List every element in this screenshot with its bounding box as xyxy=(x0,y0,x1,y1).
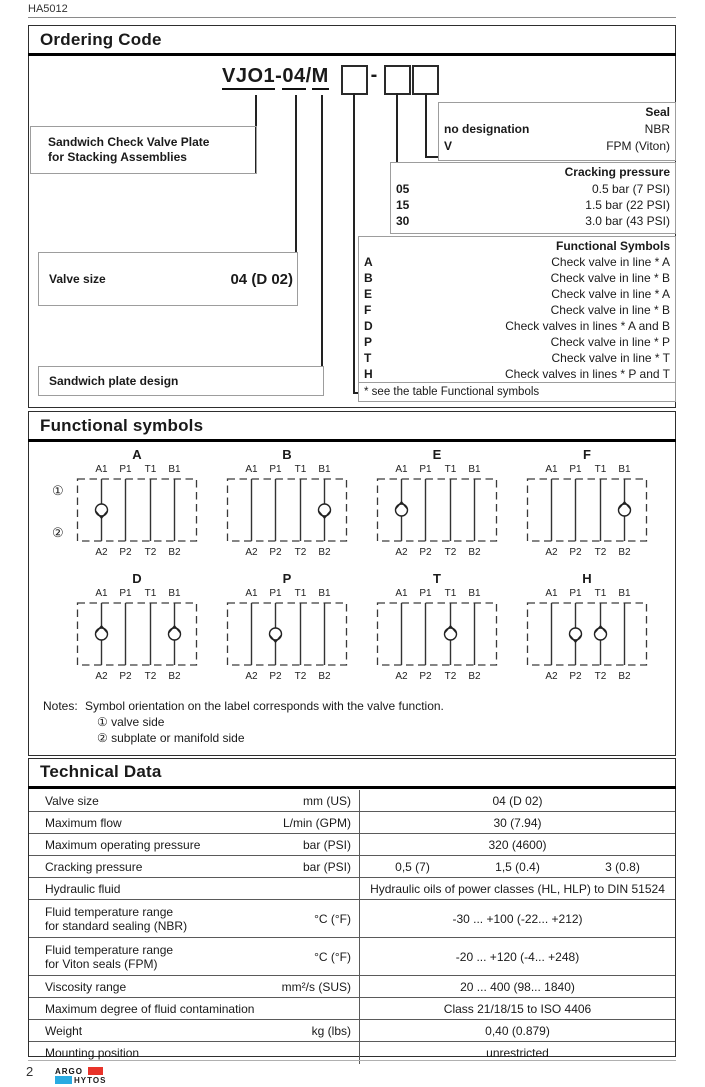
symbol-letter: P xyxy=(282,571,292,586)
connector-line xyxy=(425,93,427,158)
port-labels xyxy=(219,671,355,685)
port-labels xyxy=(219,547,355,561)
symbol-letter: A xyxy=(132,447,142,462)
code-series: VJO1 xyxy=(222,65,275,90)
code-box-seal xyxy=(412,65,439,95)
port-label: B2 xyxy=(168,671,181,682)
notes-label: Notes: xyxy=(43,699,78,713)
port-label: B2 xyxy=(618,547,631,558)
symbol-option: F Check valve in line * B xyxy=(364,303,670,317)
port-labels xyxy=(69,671,205,685)
logo-blue-square xyxy=(55,1076,72,1084)
port-label: B2 xyxy=(468,671,481,682)
port-label: B1 xyxy=(468,464,481,475)
functional-symbol-T xyxy=(369,572,505,680)
port-label: P1 xyxy=(119,464,132,475)
port-label: B1 xyxy=(468,588,481,599)
check-valve-ball-icon xyxy=(96,628,108,640)
cracking-option: 05 0.5 bar (7 PSI) xyxy=(396,182,670,196)
port-labels xyxy=(69,588,205,602)
port-label: P2 xyxy=(419,671,432,682)
port-labels xyxy=(369,671,505,685)
plate-label-box xyxy=(30,126,257,174)
cracking-pressure-box xyxy=(390,162,676,234)
port-label: A1 xyxy=(545,464,558,475)
port-label: B2 xyxy=(468,547,481,558)
code-size: 04 xyxy=(282,65,305,90)
port-labels xyxy=(219,588,355,602)
port-label: P1 xyxy=(419,588,432,599)
port-label: T1 xyxy=(444,464,457,475)
symbol-schematic xyxy=(69,602,205,666)
port-label: P2 xyxy=(269,547,282,558)
table-row: Maximum degree of fluid contamination Class 21/18/15 to ISO 4406 xyxy=(29,998,675,1020)
check-valve-ball-icon xyxy=(319,504,331,516)
functional-symbol-F xyxy=(519,448,655,556)
port-label: A2 xyxy=(95,671,108,682)
logo-red-square xyxy=(88,1067,103,1075)
port-label: B2 xyxy=(318,547,331,558)
check-valve-ball-icon xyxy=(619,504,631,516)
seal-title: Seal xyxy=(645,105,670,119)
port-label: A1 xyxy=(395,464,408,475)
plate-label-line1: Sandwich Check Valve Plate xyxy=(48,135,210,149)
connector-line xyxy=(396,93,398,163)
functional-symbols-title: Functional symbols xyxy=(40,416,204,435)
functional-symbols-options-box xyxy=(358,236,676,402)
connector-line xyxy=(353,93,355,393)
connector-line xyxy=(295,95,297,253)
design-label-box xyxy=(38,366,324,396)
functional-symbol-B xyxy=(219,448,355,556)
port-label: P1 xyxy=(569,464,582,475)
note-valve-side: ① valve side xyxy=(97,715,165,729)
technical-data-table xyxy=(29,790,675,1064)
document-code: HA5012 xyxy=(28,3,68,15)
port-label: T2 xyxy=(594,547,607,558)
port-label: T1 xyxy=(594,464,607,475)
port-label: T2 xyxy=(444,671,457,682)
port-label: A2 xyxy=(395,671,408,682)
symbol-schematic xyxy=(219,478,355,542)
port-label: A2 xyxy=(395,547,408,558)
port-labels xyxy=(519,547,655,561)
symbol-schematic xyxy=(519,478,655,542)
plate-label-line2: for Stacking Assemblies xyxy=(48,150,187,164)
design-label: Sandwich plate design xyxy=(49,374,179,388)
port-label: T2 xyxy=(294,547,307,558)
code-box-symbol xyxy=(341,65,368,95)
port-labels xyxy=(519,671,655,685)
port-label: B2 xyxy=(168,547,181,558)
connector-line xyxy=(321,95,323,367)
check-valve-ball-icon xyxy=(570,628,582,640)
symbol-schematic xyxy=(519,602,655,666)
port-labels xyxy=(369,588,505,602)
check-valve-ball-icon xyxy=(96,504,108,516)
ordering-code-title: Ordering Code xyxy=(40,30,162,49)
table-row: Weight kg (lbs) 0,40 (0.879) xyxy=(29,1020,675,1042)
port-label: B2 xyxy=(318,671,331,682)
sandwich-plate-outline xyxy=(228,603,347,665)
check-valve-ball-icon xyxy=(169,628,181,640)
valve-size-value: 04 (D 02) xyxy=(230,270,293,288)
functional-symbol-H xyxy=(519,572,655,680)
port-label: A1 xyxy=(545,588,558,599)
port-label: A1 xyxy=(245,588,258,599)
port-label: B1 xyxy=(618,464,631,475)
port-label: A1 xyxy=(95,464,108,475)
symbol-option: P Check valve in line * P xyxy=(364,335,670,349)
functional-symbol-P xyxy=(219,572,355,680)
table-row: Maximum flow L/min (GPM) 30 (7.94) xyxy=(29,812,675,834)
symbol-option: H Check valves in lines * P and T xyxy=(364,367,670,381)
symbol-schematic xyxy=(219,602,355,666)
cracking-option: 30 3.0 bar (43 PSI) xyxy=(396,214,670,228)
port-label: A2 xyxy=(545,547,558,558)
port-label: T1 xyxy=(144,588,157,599)
port-label: P1 xyxy=(269,588,282,599)
port-label: T2 xyxy=(144,547,157,558)
port-label: A2 xyxy=(245,547,258,558)
symbol-letter: B xyxy=(282,447,292,462)
symbol-letter: H xyxy=(582,571,592,586)
table-row: Viscosity range mm²/s (SUS) 20 ... 400 (98... 1840) xyxy=(29,976,675,998)
check-valve-ball-icon xyxy=(396,504,408,516)
title-rule xyxy=(28,439,676,442)
seal-option: V FPM (Viton) xyxy=(444,139,670,153)
port-label: A1 xyxy=(95,588,108,599)
port-labels xyxy=(369,464,505,478)
symbol-option: E Check valve in line * A xyxy=(364,287,670,301)
valve-side-marker: ① xyxy=(52,483,64,498)
symbol-letter: E xyxy=(432,447,442,462)
port-label: B1 xyxy=(318,464,331,475)
technical-data-title: Technical Data xyxy=(40,762,162,781)
symbol-option: T Check valve in line * T xyxy=(364,351,670,365)
symbol-schematic xyxy=(369,602,505,666)
seal-option: no designation NBR xyxy=(444,122,670,136)
ordering-code-string: VJO1-04/M xyxy=(222,65,329,88)
valve-size-box xyxy=(38,252,298,306)
footer-rule xyxy=(28,1060,676,1061)
port-label: P1 xyxy=(119,588,132,599)
port-label: B1 xyxy=(168,464,181,475)
port-label: P2 xyxy=(119,547,132,558)
table-row: Fluid temperature range for Viton seals (FPM) °C (°F) -20 ... +120 (-4... +248) xyxy=(29,938,675,976)
port-label: A1 xyxy=(245,464,258,475)
symbol-schematic xyxy=(69,478,205,542)
port-label: T1 xyxy=(144,464,157,475)
symbol-schematic xyxy=(369,478,505,542)
functional-symbol-D xyxy=(69,572,205,680)
check-valve-ball-icon xyxy=(270,628,282,640)
sandwich-plate-outline xyxy=(528,603,647,665)
table-row: Fluid temperature range for standard sealing (NBR) °C (°F) -30 ... +100 (-22... +212) xyxy=(29,900,675,938)
symbol-letter: D xyxy=(132,571,142,586)
symbol-letter: F xyxy=(583,447,591,462)
sandwich-plate-outline xyxy=(378,603,497,665)
title-rule xyxy=(28,53,676,56)
port-labels xyxy=(519,464,655,478)
port-label: T2 xyxy=(294,671,307,682)
port-label: P2 xyxy=(419,547,432,558)
symbol-option: B Check valve in line * B xyxy=(364,271,670,285)
port-label: T1 xyxy=(594,588,607,599)
port-label: B1 xyxy=(168,588,181,599)
argo-hytos-logo: HYTOS xyxy=(74,1076,107,1085)
check-valve-ball-icon xyxy=(445,628,457,640)
argo-hytos-logo: ARGO xyxy=(55,1067,83,1076)
functional-symbol-A xyxy=(69,448,205,556)
code-box-pressure xyxy=(384,65,411,95)
symbol-option: D Check valves in lines * A and B xyxy=(364,319,670,333)
port-label: T1 xyxy=(294,588,307,599)
port-label: P2 xyxy=(269,671,282,682)
port-label: T2 xyxy=(144,671,157,682)
symbol-option: A Check valve in line * A xyxy=(364,255,670,269)
seal-options-box xyxy=(438,102,676,161)
notes-text: Symbol orientation on the label corresponds with the valve function. xyxy=(85,699,444,713)
port-label: T2 xyxy=(444,547,457,558)
port-labels xyxy=(219,464,355,478)
code-dash: - xyxy=(370,64,378,86)
cracking-pressure-title: Cracking pressure xyxy=(564,165,670,179)
port-label: P2 xyxy=(569,671,582,682)
port-label: T1 xyxy=(294,464,307,475)
cracking-option: 15 1.5 bar (22 PSI) xyxy=(396,198,670,212)
symbols-footnote: * see the table Functional symbols xyxy=(359,382,675,400)
valve-size-label: Valve size xyxy=(49,272,106,286)
functional-symbols-options-title: Functional Symbols xyxy=(555,239,670,253)
table-row: Valve size mm (US) 04 (D 02) xyxy=(29,790,675,812)
port-label: A1 xyxy=(395,588,408,599)
port-labels xyxy=(69,464,205,478)
functional-symbol-E xyxy=(369,448,505,556)
port-label: P2 xyxy=(119,671,132,682)
port-label: T1 xyxy=(444,588,457,599)
port-label: B1 xyxy=(618,588,631,599)
check-valve-ball-icon xyxy=(595,628,607,640)
table-row: Cracking pressure bar (PSI) 0,5 (7) 1,5 (0.4) 3 (0.8) xyxy=(29,856,675,878)
code-design: M xyxy=(312,65,329,90)
port-label: B2 xyxy=(618,671,631,682)
port-labels xyxy=(519,588,655,602)
port-label: A2 xyxy=(545,671,558,682)
cracking-values: 0,5 (7) 1,5 (0.4) 3 (0.8) xyxy=(395,859,640,874)
port-label: A2 xyxy=(95,547,108,558)
port-label: P1 xyxy=(269,464,282,475)
top-rule xyxy=(28,17,676,18)
port-label: P2 xyxy=(569,547,582,558)
port-label: P1 xyxy=(419,464,432,475)
table-row: Maximum operating pressure bar (PSI) 320 (4600) xyxy=(29,834,675,856)
port-labels xyxy=(369,547,505,561)
port-label: B1 xyxy=(318,588,331,599)
note-subplate-side: ② subplate or manifold side xyxy=(97,731,245,745)
table-row: Hydraulic fluid Hydraulic oils of power classes (HL, HLP) to DIN 51524 xyxy=(29,878,675,900)
symbol-letter: T xyxy=(433,571,441,586)
table-row: Mounting position unrestricted xyxy=(29,1042,675,1064)
title-rule xyxy=(28,786,676,789)
port-label: A2 xyxy=(245,671,258,682)
port-labels xyxy=(69,547,205,561)
page-number: 2 xyxy=(26,1064,34,1079)
connector-line xyxy=(425,156,439,158)
port-label: P1 xyxy=(569,588,582,599)
subplate-side-marker: ② xyxy=(52,525,64,540)
port-label: T2 xyxy=(594,671,607,682)
